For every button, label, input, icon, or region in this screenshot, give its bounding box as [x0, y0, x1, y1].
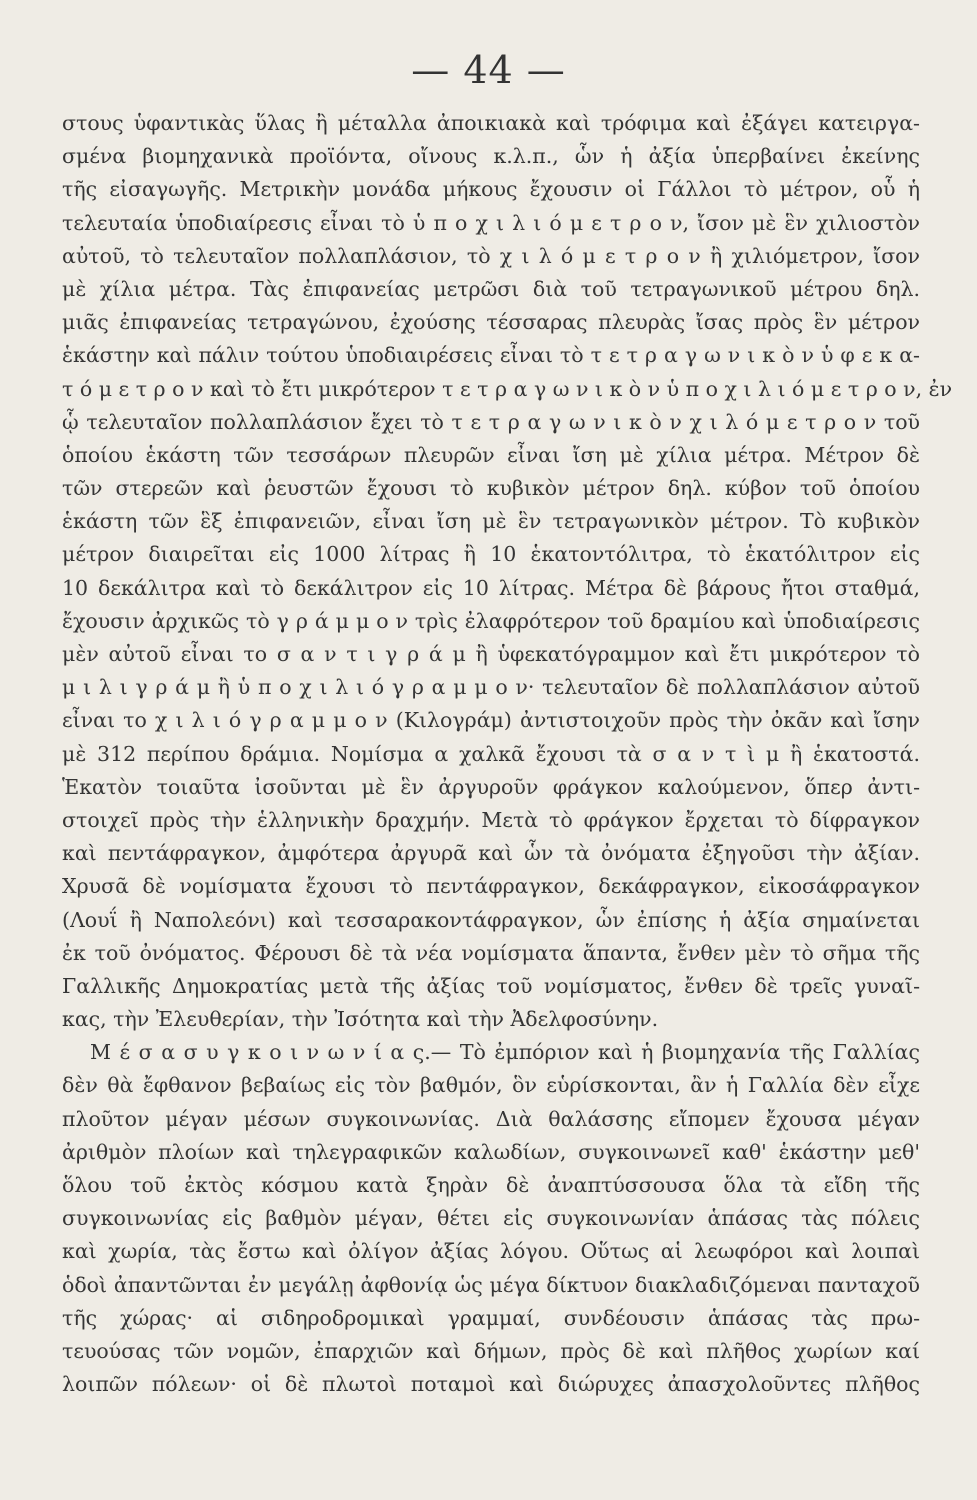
text-line: καὶ πεντάφραγκον, ἀμφότερα ἀργυρᾶ καὶ ὧν τὰ ὀνόματα ἐξηγοῦσι τὴν ἀξίαν. — [62, 841, 920, 866]
text-line: σμένα βιομηχανικὰ προϊόντα, οἴνους κ.λ.π., ὧν ἡ ἀξία ὑπερβαίνει ἐκείνης — [62, 144, 920, 169]
text-line: αὐτοῦ, τὸ τελευταῖον πολλαπλάσιον, τὸ χ ι λ ό μ ε τ ρ ο ν ἢ χιλιόμετρον, ἴσον — [62, 243, 920, 268]
text-line: Ἑκατὸν τοιαῦτα ἰσοῦνται μὲ ἓν ἀργυροῦν φράγκον καλούμενον, ὅπερ ἀντι- — [62, 774, 920, 799]
text-line: τῆς χώρας· αἱ σιδηροδρομικαὶ γραμμαί, συνδέουσιν ἁπάσας τὰς πρω- — [62, 1305, 920, 1330]
text-line: (Λουΐ ἢ Ναπολεόνι) καὶ τεσσαρακοντάφραγκον, ὧν ἐπίσης ἡ ἀξία σημαίνεται — [62, 907, 920, 932]
page-number: — 44 — — [411, 48, 566, 92]
text-line: μ ι λ ι γ ρ ά μ ἢ ὑ π ο χ ι λ ι ό γ ρ α μ μ ο ν· τελευταῖον δὲ πολλαπλάσιον αὐτοῦ — [62, 675, 920, 700]
text-line: 10 δεκάλιτρα καὶ τὸ δεκάλιτρον εἰς 10 λίτρας. Μέτρα δὲ βάρους ἤτοι σταθμά, — [62, 575, 920, 600]
text-line: τευούσας τῶν νομῶν, ἐπαρχιῶν καὶ δήμων, πρὸς δὲ καὶ πλῆθος χωρίων καί — [62, 1338, 920, 1363]
text-line: μιᾶς ἐπιφανείας τετραγώνου, ἐχούσης τέσσαρας πλευρὰς ἴσας πρὸς ἓν μέτρον — [62, 310, 920, 335]
text-line: ἑκάστην καὶ πάλιν τούτου ὑποδιαιρέσεις εἶναι τὸ τ ε τ ρ α γ ω ν ι κ ὸ ν ὑ φ ε κ α- — [62, 343, 920, 368]
section-heading-line: Μ έ σ α σ υ γ κ ο ι ν ω ν ί α ς.— Τὸ ἐμπόριον καὶ ἡ βιομηχανία τῆς Γαλλίας — [90, 1040, 920, 1065]
text-line: συγκοινωνίας εἰς βαθμὸν μέγαν, θέτει εἰς συγκοινωνίαν ἁπάσας τὰς πόλεις — [62, 1206, 920, 1231]
text-line: μὲ χίλια μέτρα. Τὰς ἐπιφανείας μετρῶσι διὰ τοῦ τετραγωνικοῦ μέτρου δηλ. — [62, 276, 920, 301]
text-line: ᾧ τελευταῖον πολλαπλάσιον ἔχει τὸ τ ε τ ρ α γ ω ν ι κ ὸ ν χ ι λ ό μ ε τ ρ ο ν τοῦ — [62, 409, 920, 434]
text-line: πλοῦτον μέγαν μέσων συγκοινωνίας. Διὰ θαλάσσης εἴπομεν ἔχουσα μέγαν — [62, 1106, 920, 1131]
text-line: δὲν θὰ ἔφθανον βεβαίως εἰς τὸν βαθμόν, ὃν εὑρίσκονται, ἂν ἡ Γαλλία δὲν εἶχε — [62, 1073, 920, 1098]
text-line: μέτρον διαιρεῖται εἰς 1000 λίτρας ἢ 10 ἑκατοντόλιτρα, τὸ ἑκατόλιτρον εἰς — [62, 542, 920, 567]
text-line: τελευταία ὑποδιαίρεσις εἶναι τὸ ὑ π ο χ ι λ ι ό μ ε τ ρ ο ν, ἴσον μὲ ἓν χιλιοστὸν — [62, 210, 920, 235]
text-line: μὲν αὐτοῦ εἶναι το σ α ν τ ι γ ρ ά μ ἢ ὑφεκατόγραμμον καὶ ἔτι μικρότερον τὸ — [62, 642, 920, 666]
text-line: στους ὑφαντικὰς ὕλας ἢ μέταλλα ἀποικιακὰ καὶ τρόφιμα καὶ ἐξάγει κατειργα- — [62, 111, 920, 135]
text-line: εἶναι το χ ι λ ι ό γ ρ α μ μ ο ν (Κιλογράμ) ἀντιστοιχοῦν πρὸς τὴν ὀκᾶν καὶ ἴσην — [62, 708, 920, 733]
text-line: ἑκάστη τῶν ἓξ ἐπιφανειῶν, εἶναι ἴση μὲ ἓν τετραγωνικὸν μέτρον. Τὸ κυβικὸν — [62, 509, 920, 534]
text-line: ὅλου τοῦ ἐκτὸς κόσμου κατὰ ξηρὰν δὲ ἀναπτύσσουσα ὅλα τὰ εἴδη τῆς — [62, 1173, 920, 1197]
text-line: κας, τὴν Ἐλευθερίαν, τὴν Ἰσότητα καὶ τὴν Ἀδελφοσύνην. — [62, 1007, 659, 1032]
text-line: τῆς εἰσαγωγῆς. Μετρικὴν μονάδα μήκους ἔχουσιν οἱ Γάλλοι τὸ μέτρον, οὗ ἡ — [62, 177, 920, 202]
text-line: ἐκ τοῦ ὀνόματος. Φέρουσι δὲ τὰ νέα νομίσματα ἅπαντα, ἔνθεν μὲν τὸ σῆμα τῆς — [62, 940, 920, 965]
text-line: ὁδοὶ ἀπαντῶνται ἐν μεγάλῃ ἀφθονίᾳ ὡς μέγα δίκτυον διακλαδιζόμεναι πανταχοῦ — [62, 1272, 920, 1297]
text-line: Γαλλικῆς Δημοκρατίας μετὰ τῆς ἀξίας τοῦ νομίσματος, ἔνθεν δὲ τρεῖς γυναῖ- — [62, 973, 920, 998]
text-line: ὁποίου ἑκάστη τῶν τεσσάρων πλευρῶν εἶναι ἴση μὲ χίλια μέτρα. Μέτρον δὲ — [62, 442, 920, 467]
text-line: Χρυσᾶ δὲ νομίσματα ἔχουσι τὸ πεντάφραγκον, δεκάφραγκον, εἰκοσάφραγκον — [62, 874, 920, 899]
body-text — [62, 107, 953, 1401]
text-line: ἔχουσιν ἀρχικῶς τὸ γ ρ ά μ μ ο ν τρὶς ἐλαφρότερον τοῦ δραμίου καὶ ὑποδιαίρεσις — [62, 608, 920, 633]
text-line: ἀριθμὸν πλοίων καὶ τηλεγραφικῶν καλωδίων, συγκοινωνεῖ καθ' ἑκάστην μεθ' — [62, 1139, 920, 1164]
text-line: λοιπῶν πόλεων· οἱ δὲ πλωτοὶ ποταμοὶ καὶ διώρυχες ἀπασχολοῦντες πλῆθος — [62, 1372, 920, 1397]
text-line: τῶν στερεῶν καὶ ῥευστῶν ἔχουσι τὸ κυβικὸν μέτρον δηλ. κύβον τοῦ ὁποίου — [62, 476, 920, 501]
text-line: καὶ χωρία, τὰς ἔστω καὶ ὀλίγον ἀξίας λόγου. Οὕτως αἱ λεωφόροι καὶ λοιπαὶ — [62, 1239, 920, 1264]
text-line: τ ό μ ε τ ρ ο ν καὶ τὸ ἔτι μικρότερον τ ε τ ρ α γ ω ν ι κ ὸ ν ὑ π ο χ ι λ ι ό μ ε τ ρ ο ν, ἐν — [62, 376, 953, 401]
text-line: μὲ 312 περίπου δράμια. Νομίσμα α χαλκᾶ ἔχουσι τὰ σ α ν τ ὶ μ ἢ ἑκατοστά. — [62, 741, 920, 766]
text-line: στοιχεῖ πρὸς τὴν ἑλληνικὴν δραχμήν. Μετὰ τὸ φράγκον ἔρχεται τὸ δίφραγκον — [62, 807, 920, 832]
